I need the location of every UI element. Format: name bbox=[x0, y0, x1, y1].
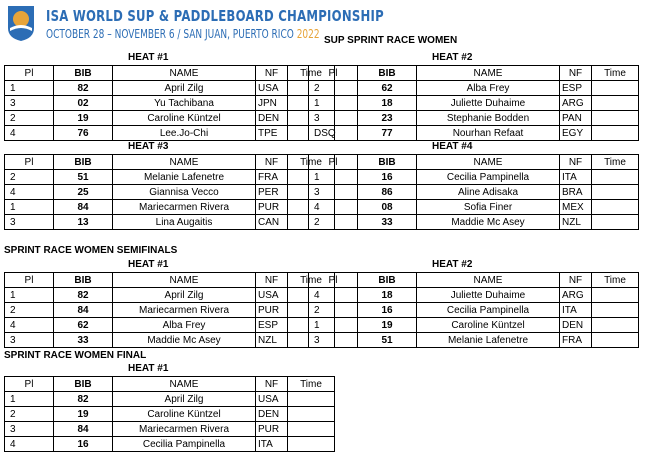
name-cell: Alba Frey bbox=[417, 81, 560, 96]
bib-cell: 82 bbox=[54, 392, 113, 407]
table-row bbox=[309, 318, 639, 333]
pl-cell: 4 bbox=[309, 200, 358, 215]
name-cell: Caroline Küntzel bbox=[113, 407, 256, 422]
column-header-nf: NF bbox=[560, 155, 592, 170]
table-row bbox=[309, 96, 639, 111]
bib-cell: 62 bbox=[358, 81, 417, 96]
bib-cell: 23 bbox=[358, 111, 417, 126]
nf-cell: DEN bbox=[256, 111, 288, 126]
table-row bbox=[309, 111, 639, 126]
column-header-bib: BIB bbox=[54, 377, 113, 392]
column-header-nf: NF bbox=[560, 66, 592, 81]
table-row bbox=[5, 215, 335, 230]
bib-cell: 19 bbox=[54, 111, 113, 126]
name-cell: Mariecarmen Rivera bbox=[113, 200, 256, 215]
nf-cell: USA bbox=[256, 392, 288, 407]
pl-cell: 2 bbox=[309, 215, 358, 230]
column-header-pl: Pl bbox=[309, 273, 358, 288]
name-cell: April Zilg bbox=[113, 392, 256, 407]
table-row bbox=[5, 185, 335, 200]
heat-title: HEAT #2 bbox=[432, 52, 473, 63]
nf-cell: ESP bbox=[256, 318, 288, 333]
table-row bbox=[5, 318, 335, 333]
table-row bbox=[5, 422, 335, 437]
bib-cell: 16 bbox=[54, 437, 113, 452]
pl-cell: 1 bbox=[309, 318, 358, 333]
nf-cell: FRA bbox=[256, 170, 288, 185]
nf-cell: PAN bbox=[560, 111, 592, 126]
table-row bbox=[5, 200, 335, 215]
heat-table bbox=[4, 65, 335, 141]
column-header-nf: NF bbox=[560, 273, 592, 288]
column-header-name: NAME bbox=[113, 377, 256, 392]
time-cell bbox=[288, 407, 335, 422]
bib-cell: 25 bbox=[54, 185, 113, 200]
bib-cell: 18 bbox=[358, 96, 417, 111]
nf-cell: ARG bbox=[560, 96, 592, 111]
table-header-row bbox=[5, 377, 335, 392]
bib-cell: 18 bbox=[358, 288, 417, 303]
pl-cell: 4 bbox=[5, 185, 54, 200]
column-header-nf: NF bbox=[256, 155, 288, 170]
nf-cell: ARG bbox=[560, 288, 592, 303]
table-row bbox=[309, 126, 639, 141]
nf-cell: ITA bbox=[560, 303, 592, 318]
table-header-row bbox=[309, 66, 639, 81]
table-header-row bbox=[5, 66, 335, 81]
column-header-name: NAME bbox=[417, 155, 560, 170]
section-title: SUP SPRINT RACE WOMEN bbox=[324, 35, 458, 46]
column-header-time: Time bbox=[592, 273, 639, 288]
column-header-time: Time bbox=[288, 273, 335, 288]
isa-logo bbox=[4, 4, 38, 42]
name-cell: Melanie Lafenetre bbox=[417, 333, 560, 348]
bib-cell: 08 bbox=[358, 200, 417, 215]
table-row bbox=[5, 170, 335, 185]
pl-cell: 2 bbox=[309, 303, 358, 318]
bib-cell: 77 bbox=[358, 126, 417, 141]
column-header-name: NAME bbox=[113, 66, 256, 81]
name-cell: Lina Augaitis bbox=[113, 215, 256, 230]
heat-table bbox=[4, 154, 335, 230]
nf-cell: ITA bbox=[560, 170, 592, 185]
column-header-pl: Pl bbox=[5, 273, 54, 288]
time-cell bbox=[592, 318, 639, 333]
bib-cell: 82 bbox=[54, 288, 113, 303]
nf-cell: PUR bbox=[256, 200, 288, 215]
pl-cell: 2 bbox=[5, 407, 54, 422]
table-row bbox=[309, 200, 639, 215]
column-header-nf: NF bbox=[256, 377, 288, 392]
time-cell bbox=[592, 215, 639, 230]
bib-cell: 13 bbox=[54, 215, 113, 230]
bib-cell: 51 bbox=[54, 170, 113, 185]
name-cell: Mariecarmen Rivera bbox=[113, 303, 256, 318]
nf-cell: FRA bbox=[560, 333, 592, 348]
time-cell bbox=[592, 333, 639, 348]
pl-cell: 1 bbox=[5, 81, 54, 96]
table-row bbox=[5, 437, 335, 452]
heat-table bbox=[4, 272, 335, 348]
column-header-pl: Pl bbox=[309, 66, 358, 81]
nf-cell: JPN bbox=[256, 96, 288, 111]
pl-cell: DSQ bbox=[309, 126, 358, 141]
name-cell: Caroline Küntzel bbox=[113, 111, 256, 126]
nf-cell: TPE bbox=[256, 126, 288, 141]
bib-cell: 84 bbox=[54, 200, 113, 215]
column-header-pl: Pl bbox=[5, 155, 54, 170]
time-cell bbox=[592, 81, 639, 96]
time-cell bbox=[592, 170, 639, 185]
table-header-row bbox=[309, 273, 639, 288]
nf-cell: PUR bbox=[256, 422, 288, 437]
time-cell bbox=[592, 288, 639, 303]
time-cell bbox=[288, 392, 335, 407]
name-cell: Maddie Mc Asey bbox=[417, 215, 560, 230]
event-title: ISA WORLD SUP & PADDLEBOARD CHAMPIONSHIP bbox=[46, 7, 384, 25]
table-row bbox=[5, 392, 335, 407]
column-header-nf: NF bbox=[256, 66, 288, 81]
bib-cell: 84 bbox=[54, 303, 113, 318]
name-cell: Stephanie Bodden bbox=[417, 111, 560, 126]
nf-cell: NZL bbox=[560, 215, 592, 230]
nf-cell: ESP bbox=[560, 81, 592, 96]
heat-title: HEAT #3 bbox=[128, 141, 169, 152]
name-cell: Juliette Duhaime bbox=[417, 96, 560, 111]
time-cell bbox=[592, 185, 639, 200]
pl-cell: 3 bbox=[309, 333, 358, 348]
time-cell bbox=[288, 437, 335, 452]
name-cell: April Zilg bbox=[113, 288, 256, 303]
bib-cell: 62 bbox=[54, 318, 113, 333]
bib-cell: 19 bbox=[54, 407, 113, 422]
bib-cell: 16 bbox=[358, 303, 417, 318]
pl-cell: 1 bbox=[309, 96, 358, 111]
name-cell: Nourhan Refaat bbox=[417, 126, 560, 141]
table-row bbox=[5, 288, 335, 303]
bib-cell: 76 bbox=[54, 126, 113, 141]
name-cell: Alba Frey bbox=[113, 318, 256, 333]
bib-cell: 86 bbox=[358, 185, 417, 200]
table-row bbox=[5, 126, 335, 141]
name-cell: Aline Adisaka bbox=[417, 185, 560, 200]
nf-cell: EGY bbox=[560, 126, 592, 141]
nf-cell: PER bbox=[256, 185, 288, 200]
pl-cell: 2 bbox=[5, 303, 54, 318]
heat-title: HEAT #2 bbox=[432, 259, 473, 270]
heat-table bbox=[4, 376, 335, 452]
pl-cell: 3 bbox=[5, 96, 54, 111]
column-header-name: NAME bbox=[417, 273, 560, 288]
table-row bbox=[309, 303, 639, 318]
section-title: SPRINT RACE WOMEN FINAL bbox=[4, 350, 147, 361]
heat-title: HEAT #1 bbox=[128, 259, 169, 270]
pl-cell: 4 bbox=[309, 288, 358, 303]
name-cell: Cecilia Pampinella bbox=[113, 437, 256, 452]
table-row bbox=[5, 81, 335, 96]
bib-cell: 84 bbox=[54, 422, 113, 437]
table-row bbox=[309, 81, 639, 96]
name-cell: Cecilia Pampinella bbox=[417, 170, 560, 185]
name-cell: Lee.Jo-Chi bbox=[113, 126, 256, 141]
heat-table bbox=[308, 272, 639, 348]
pl-cell: 2 bbox=[5, 111, 54, 126]
time-cell bbox=[592, 111, 639, 126]
column-header-time: Time bbox=[592, 66, 639, 81]
column-header-time: Time bbox=[288, 155, 335, 170]
name-cell: Maddie Mc Asey bbox=[113, 333, 256, 348]
table-row bbox=[309, 215, 639, 230]
column-header-time: Time bbox=[592, 155, 639, 170]
table-header-row bbox=[309, 155, 639, 170]
column-header-pl: Pl bbox=[309, 155, 358, 170]
event-dates bbox=[46, 27, 320, 41]
name-cell: Giannisa Vecco bbox=[113, 185, 256, 200]
nf-cell: DEN bbox=[560, 318, 592, 333]
column-header-name: NAME bbox=[113, 273, 256, 288]
name-cell: Sofia Finer bbox=[417, 200, 560, 215]
time-cell bbox=[592, 303, 639, 318]
pl-cell: 3 bbox=[309, 111, 358, 126]
table-row bbox=[5, 333, 335, 348]
nf-cell: NZL bbox=[256, 333, 288, 348]
bib-cell: 33 bbox=[54, 333, 113, 348]
heat-title: HEAT #1 bbox=[128, 52, 169, 63]
name-cell: Juliette Duhaime bbox=[417, 288, 560, 303]
section-title: SPRINT RACE WOMEN SEMIFINALS bbox=[4, 245, 178, 256]
table-row bbox=[5, 96, 335, 111]
table-row bbox=[5, 111, 335, 126]
nf-cell: MEX bbox=[560, 200, 592, 215]
table-row bbox=[309, 170, 639, 185]
column-header-pl: Pl bbox=[5, 66, 54, 81]
event-dates-text: OCTOBER 28 – NOVEMBER 6 / SAN JUAN, PUERTO RICO bbox=[46, 27, 294, 41]
name-cell: Caroline Küntzel bbox=[417, 318, 560, 333]
column-header-name: NAME bbox=[113, 155, 256, 170]
name-cell: Melanie Lafenetre bbox=[113, 170, 256, 185]
table-row bbox=[309, 288, 639, 303]
pl-cell: 3 bbox=[5, 422, 54, 437]
column-header-bib: BIB bbox=[54, 155, 113, 170]
bib-cell: 51 bbox=[358, 333, 417, 348]
column-header-time: Time bbox=[288, 66, 335, 81]
bib-cell: 19 bbox=[358, 318, 417, 333]
table-row bbox=[5, 303, 335, 318]
name-cell: April Zilg bbox=[113, 81, 256, 96]
heat-title: HEAT #4 bbox=[432, 141, 473, 152]
bib-cell: 82 bbox=[54, 81, 113, 96]
pl-cell: 2 bbox=[5, 170, 54, 185]
nf-cell: ITA bbox=[256, 437, 288, 452]
heat-table bbox=[308, 65, 639, 141]
pl-cell: 4 bbox=[5, 437, 54, 452]
nf-cell: DEN bbox=[256, 407, 288, 422]
pl-cell: 1 bbox=[5, 392, 54, 407]
table-header-row bbox=[5, 273, 335, 288]
table-header-row bbox=[5, 155, 335, 170]
time-cell bbox=[592, 96, 639, 111]
pl-cell: 3 bbox=[5, 215, 54, 230]
name-cell: Cecilia Pampinella bbox=[417, 303, 560, 318]
pl-cell: 4 bbox=[5, 126, 54, 141]
column-header-bib: BIB bbox=[358, 155, 417, 170]
column-header-bib: BIB bbox=[54, 66, 113, 81]
bib-cell: 33 bbox=[358, 215, 417, 230]
pl-cell: 4 bbox=[5, 318, 54, 333]
pl-cell: 3 bbox=[5, 333, 54, 348]
column-header-nf: NF bbox=[256, 273, 288, 288]
column-header-bib: BIB bbox=[358, 273, 417, 288]
pl-cell: 1 bbox=[5, 288, 54, 303]
name-cell: Yu Tachibana bbox=[113, 96, 256, 111]
nf-cell: USA bbox=[256, 81, 288, 96]
column-header-bib: BIB bbox=[358, 66, 417, 81]
table-row bbox=[309, 185, 639, 200]
heat-title: HEAT #1 bbox=[128, 363, 169, 374]
pl-cell: 1 bbox=[309, 170, 358, 185]
column-header-time: Time bbox=[288, 377, 335, 392]
column-header-pl: Pl bbox=[5, 377, 54, 392]
nf-cell: CAN bbox=[256, 215, 288, 230]
time-cell bbox=[288, 422, 335, 437]
heat-table bbox=[308, 154, 639, 230]
time-cell bbox=[592, 200, 639, 215]
table-row bbox=[5, 407, 335, 422]
bib-cell: 02 bbox=[54, 96, 113, 111]
nf-cell: USA bbox=[256, 288, 288, 303]
event-year: 2022 bbox=[296, 27, 320, 41]
nf-cell: PUR bbox=[256, 303, 288, 318]
pl-cell: 1 bbox=[5, 200, 54, 215]
nf-cell: BRA bbox=[560, 185, 592, 200]
column-header-name: NAME bbox=[417, 66, 560, 81]
column-header-bib: BIB bbox=[54, 273, 113, 288]
pl-cell: 3 bbox=[309, 185, 358, 200]
time-cell bbox=[592, 126, 639, 141]
table-row bbox=[309, 333, 639, 348]
pl-cell: 2 bbox=[309, 81, 358, 96]
name-cell: Mariecarmen Rivera bbox=[113, 422, 256, 437]
bib-cell: 16 bbox=[358, 170, 417, 185]
